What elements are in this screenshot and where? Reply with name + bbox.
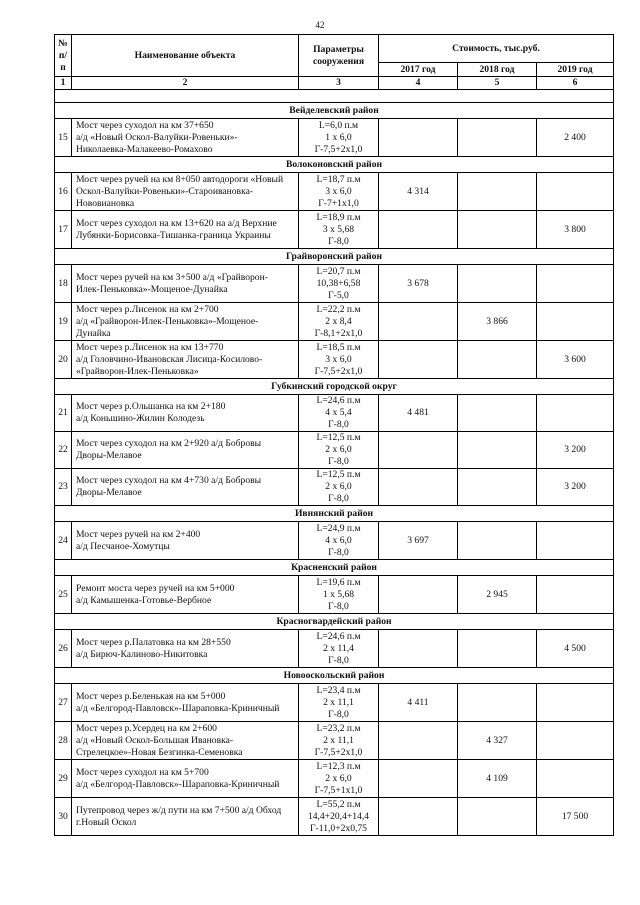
cost-2017: 3 678 — [379, 265, 458, 303]
param-line: Г-8,0 — [328, 708, 349, 720]
object-name — [72, 341, 299, 379]
cost-2017: 4 314 — [379, 173, 458, 211]
district-row — [55, 157, 614, 173]
table-row — [55, 119, 614, 157]
param-line: 2 х 6,0 — [325, 444, 352, 455]
header-num: № п/п — [55, 35, 72, 77]
cost-2019 — [537, 395, 614, 432]
object-name-line: а/д «Новый Оскол-Валуйки-Ровеньки»- — [76, 131, 238, 143]
object-name — [72, 119, 299, 157]
cost-2017 — [379, 722, 458, 760]
param-line: Г-8,0 — [328, 493, 349, 504]
header-year-2019: 2019 год — [537, 63, 614, 77]
header-cost: Стоимость, тыс.руб. — [379, 35, 614, 63]
district-row — [55, 103, 614, 119]
cost-2019 — [537, 265, 614, 303]
param-line: Г-7+1х1,0 — [318, 197, 359, 209]
cost-2018 — [458, 265, 537, 303]
row-number: 28 — [55, 722, 72, 760]
param-line: 14,4+20,4+14,4 — [307, 810, 370, 822]
cost-2017 — [379, 576, 458, 614]
param-line: 1 х 6,0 — [325, 131, 352, 143]
cost-2018: 2 945 — [458, 576, 537, 614]
cost-2018 — [458, 341, 537, 379]
param-line: 2 х 11,4 — [323, 642, 354, 654]
cost-2019: 17 500 — [537, 798, 614, 836]
object-name-line: Илек-Пеньковка»-Мощеное-Дунайка — [76, 283, 228, 295]
table-row — [55, 395, 614, 432]
param-line: L=18,9 п.м — [316, 211, 361, 223]
param-line: L=19,6 п.м — [316, 576, 361, 588]
object-name-line: Лубянки-Борисовка-Тишанка-граница Украины — [76, 229, 271, 241]
page-number: 42 — [315, 20, 325, 30]
cost-2017 — [379, 630, 458, 668]
bridge-cost-table — [54, 34, 614, 836]
row-number: 20 — [55, 341, 72, 379]
row-number: 15 — [55, 119, 72, 157]
structure-params — [299, 798, 379, 836]
cost-2019 — [537, 760, 614, 798]
param-line: L=23,2 п.м — [316, 722, 361, 734]
row-number: 29 — [55, 760, 72, 798]
param-line: Г-8,1+2х1,0 — [314, 327, 363, 339]
object-name-line: а/д Камышенка-Готовье-Вербное — [76, 594, 212, 606]
param-line: 3 х 5,68 — [322, 223, 355, 235]
structure-params — [299, 173, 379, 211]
table-row — [55, 522, 614, 560]
table-row — [55, 211, 614, 249]
table-row — [55, 341, 614, 379]
cost-2019: 3 600 — [537, 341, 614, 379]
cost-2018 — [458, 119, 537, 157]
param-line: L=24,6 п.м — [316, 395, 361, 406]
cost-2017 — [379, 469, 458, 506]
param-line: Г-7,5+1х1,0 — [314, 784, 363, 796]
object-name-line: Дворы-Мелавое — [76, 487, 142, 498]
param-line: L=55,2 п.м — [316, 798, 361, 810]
district-name: Красненский район — [55, 560, 614, 576]
header-name: Наименование объекта — [72, 35, 299, 77]
object-name-line: Мост через р.Ольшанка на км 2+180 — [76, 401, 226, 412]
district-row — [55, 249, 614, 265]
row-number: 25 — [55, 576, 72, 614]
structure-params — [299, 211, 379, 249]
object-name — [72, 576, 299, 614]
row-number: 17 — [55, 211, 72, 249]
object-name — [72, 522, 299, 560]
cost-2018: 3 866 — [458, 303, 537, 341]
param-line: Г-8,0 — [328, 654, 349, 666]
district-name: Губкинский городской округ — [55, 379, 614, 395]
row-number: 24 — [55, 522, 72, 560]
object-name-line: Мост через ручей на км 2+400 — [76, 528, 201, 540]
cost-2018 — [458, 173, 537, 211]
structure-params — [299, 265, 379, 303]
object-name — [72, 211, 299, 249]
param-line: 2 х 11,1 — [323, 696, 354, 708]
object-name-line: Дворы-Мелавое — [76, 450, 142, 461]
param-line: L=23,4 п.м — [316, 684, 361, 696]
structure-params — [299, 303, 379, 341]
table-row — [55, 469, 614, 506]
cost-2018 — [458, 469, 537, 506]
structure-params — [299, 119, 379, 157]
param-line: L=24,6 п.м — [316, 630, 361, 642]
cost-2017 — [379, 211, 458, 249]
param-line: Г-7,5+2х1,0 — [314, 143, 363, 155]
object-name-line: Стрелецкое»-Новая Безгинка-Семеновка — [76, 746, 243, 758]
object-name-line: а/д «Новый Оскол-Большая Ивановка- — [76, 734, 234, 746]
table-row — [55, 576, 614, 614]
param-line: Г-11,0+2х0,75 — [310, 822, 367, 834]
param-line: Г-7,5+2х1,0 — [314, 365, 363, 377]
object-name-line: Мост через суходол на км 4+730 а/д Бобровы — [76, 475, 262, 486]
cost-2019: 3 200 — [537, 432, 614, 469]
object-name-line: а/д Бирюч-Калиново-Никитовка — [76, 648, 208, 660]
object-name — [72, 630, 299, 668]
cost-2017: 4 411 — [379, 684, 458, 722]
param-line: 4 х 5,4 — [325, 407, 352, 418]
structure-params — [299, 432, 379, 469]
object-name — [72, 265, 299, 303]
param-line: L=12,3 п.м — [316, 760, 361, 772]
col-index: 1 — [55, 77, 72, 90]
district-name: Волоконовский район — [55, 157, 614, 173]
cost-2017 — [379, 341, 458, 379]
param-line: 10,38+6,58 — [316, 277, 361, 289]
param-line: L=24,9 п.м — [316, 522, 361, 534]
cost-2017: 4 481 — [379, 395, 458, 432]
district-name: Ивнянский район — [55, 506, 614, 522]
col-index: 6 — [537, 77, 614, 90]
district-name: Новооскольский район — [55, 668, 614, 684]
param-line: 2 х 11,1 — [323, 734, 354, 746]
col-index: 3 — [299, 77, 379, 90]
object-name-line: Мост через суходол на км 37+650 — [76, 119, 214, 131]
table-row — [55, 432, 614, 469]
header-year-2017: 2017 год — [379, 63, 458, 77]
param-line: 2 х 6,0 — [325, 772, 352, 784]
cost-2017 — [379, 303, 458, 341]
object-name-line: Мост через суходол на км 2+920 а/д Бобровы — [76, 438, 262, 449]
row-number: 23 — [55, 469, 72, 506]
object-name-line: Мост через р.Усердец на км 2+600 — [76, 722, 217, 734]
object-name — [72, 760, 299, 798]
cost-2019 — [537, 684, 614, 722]
cost-2019 — [537, 303, 614, 341]
table-row — [55, 684, 614, 722]
table-row — [55, 760, 614, 798]
district-row — [55, 668, 614, 684]
cost-2019: 2 400 — [537, 119, 614, 157]
param-line: Г-8,0 — [328, 235, 349, 247]
structure-params — [299, 576, 379, 614]
param-line: 1 х 5,68 — [322, 588, 355, 600]
structure-params — [299, 684, 379, 722]
row-number: 27 — [55, 684, 72, 722]
cost-2017 — [379, 432, 458, 469]
structure-params — [299, 469, 379, 506]
object-name-line: а/д Песчаное-Хомутцы — [76, 540, 170, 552]
table-row — [55, 173, 614, 211]
cost-2017 — [379, 760, 458, 798]
row-number: 21 — [55, 395, 72, 432]
cost-2018 — [458, 211, 537, 249]
structure-params — [299, 341, 379, 379]
district-name: Грайворонский район — [55, 249, 614, 265]
district-row — [55, 506, 614, 522]
object-name-line: Николаевка-Малакеево-Ромахово — [76, 143, 213, 155]
object-name-line: г.Новый Оскол — [76, 816, 137, 828]
object-name — [72, 722, 299, 760]
cost-2019: 3 800 — [537, 211, 614, 249]
table-row — [55, 798, 614, 836]
param-line: L=20,7 п.м — [316, 265, 361, 277]
row-number: 22 — [55, 432, 72, 469]
object-name — [72, 303, 299, 341]
cost-2019 — [537, 522, 614, 560]
object-name-line: Мост через суходол на км 13+620 на а/д Верхние — [76, 217, 277, 229]
district-name: Вейделевский район — [55, 103, 614, 119]
param-line: L=12,5 п.м — [316, 432, 361, 443]
cost-2018: 4 327 — [458, 722, 537, 760]
cost-2017: 3 697 — [379, 522, 458, 560]
district-row — [55, 379, 614, 395]
param-line: L=6,0 п.м — [318, 119, 359, 131]
param-line: Г-5,0 — [328, 289, 349, 301]
param-line: L=18,5 п.м — [316, 341, 361, 353]
table-body — [55, 103, 614, 836]
structure-params — [299, 630, 379, 668]
param-line: 2 х 6,0 — [325, 481, 352, 492]
structure-params — [299, 722, 379, 760]
district-row — [55, 614, 614, 630]
cost-2018 — [458, 684, 537, 722]
param-line: Г-7,5+2х1,0 — [314, 746, 363, 758]
param-line: 4 х 6,0 — [325, 534, 352, 546]
row-number: 18 — [55, 265, 72, 303]
object-name-line: а/д «Белгород-Павловск»-Шараповка-Криничный — [76, 778, 280, 790]
object-name-line: Нововиановка — [76, 197, 135, 209]
param-line: Г-8,0 — [328, 456, 349, 467]
row-number: 16 — [55, 173, 72, 211]
cost-2019 — [537, 173, 614, 211]
col-index: 4 — [379, 77, 458, 90]
object-name-line: Мост через ручей на км 8+050 автодороги «Новый — [76, 173, 284, 185]
cost-2017 — [379, 798, 458, 836]
cost-2018 — [458, 522, 537, 560]
object-name-line: а/д Головчино-Ивановская Лисица-Косилово- — [76, 353, 263, 365]
cost-2019 — [537, 576, 614, 614]
object-name-line: Мост через ручей на км 3+500 а/д «Грайворон- — [76, 271, 268, 283]
header-year-2018: 2018 год — [458, 63, 537, 77]
cost-2018: 4 109 — [458, 760, 537, 798]
row-number: 19 — [55, 303, 72, 341]
object-name-line: а/д «Грайворон-Илек-Пеньковка»-Мощеное- — [76, 315, 259, 327]
param-line: Г-8,0 — [328, 600, 349, 612]
cost-2019: 4 500 — [537, 630, 614, 668]
object-name — [72, 432, 299, 469]
param-line: L=22,2 п.м — [316, 303, 361, 315]
table-row — [55, 265, 614, 303]
object-name-line: Мост через р.Беленькая на км 5+000 — [76, 690, 226, 702]
object-name-line: Мост через р.Лисенок на км 13+770 — [76, 341, 224, 353]
structure-params — [299, 522, 379, 560]
object-name-line: Мост через р.Палатовка на км 28+550 — [76, 636, 231, 648]
row-number: 26 — [55, 630, 72, 668]
object-name-line: Путепровод через ж/д пути на км 7+500 а/д Обход — [76, 804, 282, 816]
col-index: 2 — [72, 77, 299, 90]
col-index: 5 — [458, 77, 537, 90]
param-line: 3 х 6,0 — [325, 185, 352, 197]
structure-params — [299, 395, 379, 432]
param-line: Г-8,0 — [328, 419, 349, 430]
table-row — [55, 630, 614, 668]
param-line: L=12,5 п.м — [316, 469, 361, 480]
cost-2018 — [458, 395, 537, 432]
header-params: Параметры сооружения — [299, 35, 379, 77]
object-name-line: Мост через р.Лисенок на км 2+700 — [76, 303, 219, 315]
object-name-line: а/д «Белгород-Павловск»-Шараповка-Криничный — [76, 702, 280, 714]
row-number: 30 — [55, 798, 72, 836]
district-row — [55, 560, 614, 576]
object-name — [72, 469, 299, 506]
param-line: L=18,7 п.м — [316, 173, 361, 185]
object-name — [72, 173, 299, 211]
cost-2017 — [379, 119, 458, 157]
district-name: Красногвардейский район — [55, 614, 614, 630]
param-line: 3 х 6,0 — [325, 353, 352, 365]
object-name — [72, 395, 299, 432]
table-row — [55, 722, 614, 760]
object-name-line: «Грайворон-Илек-Пеньковка» — [76, 365, 199, 377]
cost-2019 — [537, 722, 614, 760]
table-row — [55, 303, 614, 341]
cost-2018 — [458, 798, 537, 836]
cost-2019: 3 200 — [537, 469, 614, 506]
cost-2018 — [458, 432, 537, 469]
spacer-row — [55, 90, 614, 103]
cost-2018 — [458, 630, 537, 668]
object-name-line: Дунайка — [76, 327, 111, 339]
object-name — [72, 798, 299, 836]
param-line: 2 х 8,4 — [325, 315, 352, 327]
structure-params — [299, 760, 379, 798]
object-name-line: а/д Коньшино-Жилин Колодезь — [76, 413, 205, 424]
param-line: Г-8,0 — [328, 546, 349, 558]
object-name-line: Мост через суходол на км 5+700 — [76, 766, 209, 778]
object-name-line: Оскол-Валуйки-Ровеньки»-Староивановка- — [76, 185, 254, 197]
object-name — [72, 684, 299, 722]
object-name-line: Ремонт моста через ручей на км 5+000 — [76, 582, 235, 594]
